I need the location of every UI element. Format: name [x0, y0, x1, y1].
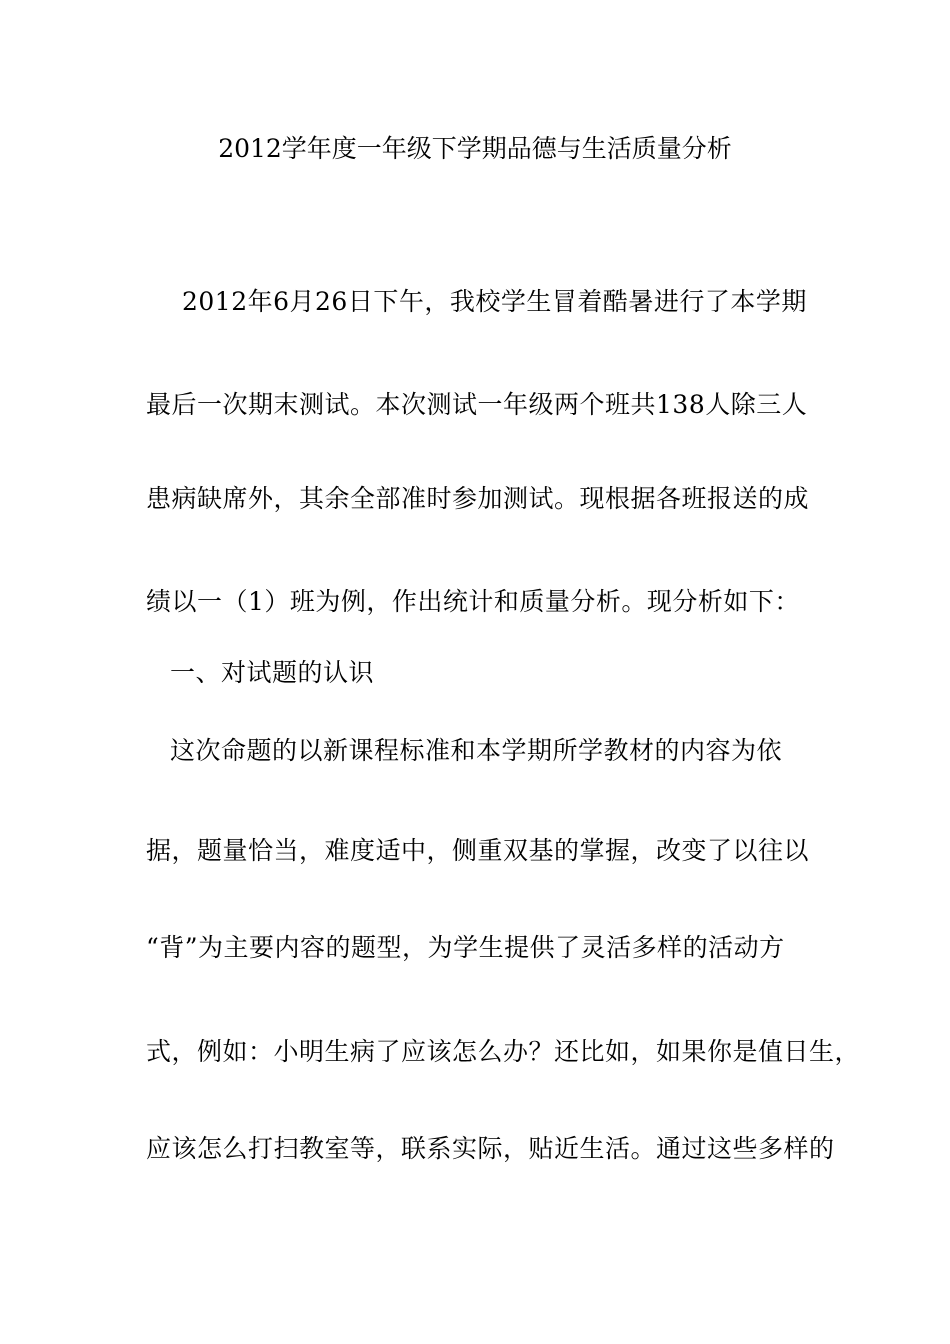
- paragraph-line: 2012年6月26日下午，我校学生冒着酷暑进行了本学期: [182, 287, 807, 316]
- paragraph-line: “背”为主要内容的题型，为学生提供了灵活多样的活动方: [146, 933, 785, 962]
- paragraph-line: 最后一次期末测试。本次测试一年级两个班共138人除三人: [146, 390, 808, 419]
- paragraph-line: 绩以一（1）班为例，作出统计和质量分析。现分析如下：: [146, 587, 800, 616]
- paragraph-line: 式，例如：小明生病了应该怎么办？还比如，如果你是值日生，: [146, 1037, 861, 1066]
- paragraph-line: 据，题量恰当，难度适中，侧重双基的掌握，改变了以往以: [146, 836, 810, 865]
- section-heading: 一、对试题的认识: [170, 658, 375, 687]
- paragraph-line: 应该怎么打扫教室等，联系实际，贴近生活。通过这些多样的: [146, 1134, 835, 1163]
- paragraph-line: 患病缺席外，其余全部准时参加测试。现根据各班报送的成: [146, 484, 810, 513]
- paragraph-line: 这次命题的以新课程标准和本学期所学教材的内容为依: [170, 736, 783, 765]
- document-title: 2012学年度一年级下学期品德与生活质量分析: [218, 134, 732, 163]
